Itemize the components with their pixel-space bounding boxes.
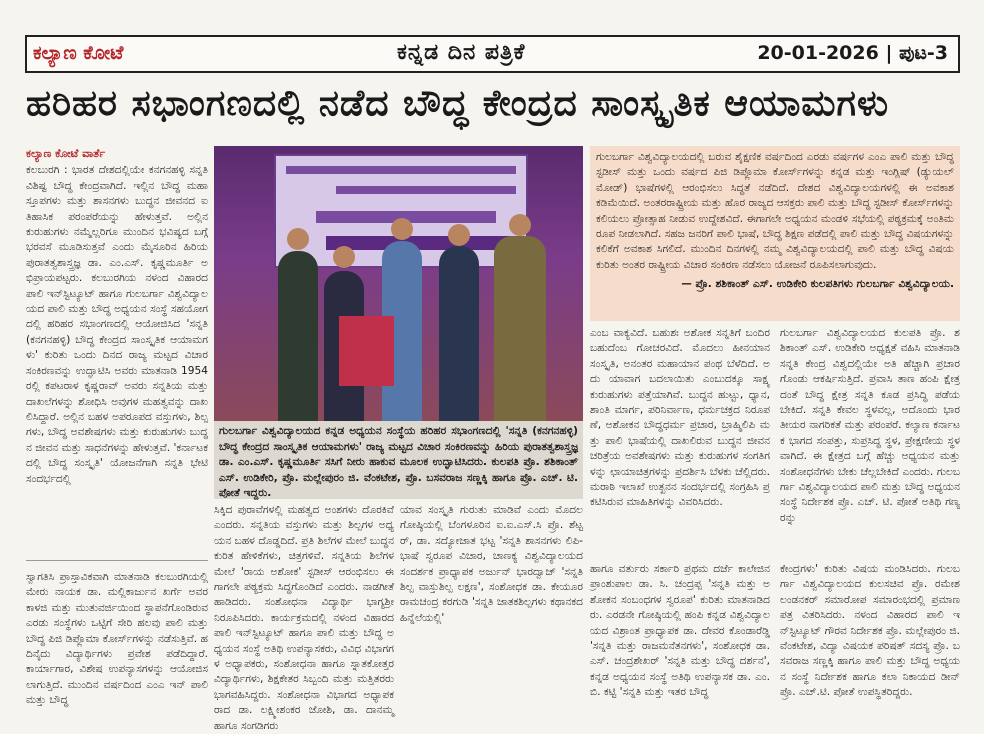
article-body-5: ಎಂಬ ವಾಕ್ಯವಿದೆ. ಬಹುಶಃ ಅಶೋಕ ಸನ್ನತಿಗೆ ಬಂದಿರಬಹುದೆಂಬ ಗೋಚರವಿದೆ. ಮೊದಲು ಹೀನಯಾನ ಸಂಸ್ಕೃತಿ, ಅನಂತರ ಮಹಾಯಾನ ಪಂಥ ಬೆಳೆದಿದೆ. ಅದು ಯಾವಾಗ ಬದಲಾಯಿತು ಎಂಬುದಕ್ಕೂ ಸಾಕ್ಷ್ಯ ಕುರುಹುಗಳು ಪತ್ತೆಯಾಗಿವೆ. ಬುದ್ಧನ ಹುಟ್ಟು, ಧ್ಯಾನ, ಶಾಂತಿ ಮಾರ್ಗ, ಪರಿನಿರ್ವಾಣ, ಧರ್ಮಚಕ್ರದ ನಿರೂಪಣೆ, ಅಶೋಕನ ಬೌದ್ಧಧರ್ಮ ಪ್ರಚಾರ, ಬ್ರಾಹ್ಮಿಲಿಪಿ ಮತ್ತು ಪಾಲಿ ಭಾಷೆಯಲ್ಲಿ ದಾಖಲಿರುವ ಬುದ್ಧನ ಜೀವನ ಚರಿತ್ರೆಯ ಅವಶೇಷಗಳು ಮತ್ತು ಕುರುಹುಗಳ ಸಂಗತಿಗಳನ್ನು ಛಾಯಾಚಿತ್ರಗಳನ್ನು ಪ್ರದರ್ಶಿಸಿ ಬೆಳಕು ಚೆಲ್ಲಿದರು. ಮರಾಠಿ ಇಲಾಖೆ ಉತ್ಖನನ ಸಂದರ್ಭದಲ್ಲಿ ಸಂಗ್ರಹಿಸಿ ಪ್ರಕಟಿಸಿರುವ ಮಾಹಿತಿಗಳನ್ನು ವಿವರಿಸಿದರು. [590,327,770,509]
quote-attribution: — ಪ್ರೊ. ಶಶಿಕಾಂತ್ ಎಸ್. ಉಡಿಕೇರಿ ಕುಲಪತಿಗಳು ಗುಲಬರ್ಗಾ ವಿಶ್ವವಿದ್ಯಾಲಯ. [681,278,954,291]
article-body-1: ಕಲಬುರಗಿ : ಭಾರತ ದೇಶದಲ್ಲಿಯೇ ಕನಗನಹಳ್ಳಿ ಸನ್ನತಿ ವಿಶಿಷ್ಟ ಬೌದ್ಧ ಕೇಂದ್ರವಾಗಿದೆ. ಇಲ್ಲಿನ ಬೌದ್ಧ ಮಹಾ ಸ್ತೂಪಗಳು ಮತ್ತು ಶಾಸನಗಳು ಬುದ್ಧನ ಜೀವನದ ಐತಿಹಾಸಿಕ ಪರಂಪರೆಯನ್ನು ಹೇಳುತ್ತವೆ. ಅಲ್ಲಿನ ಕುರುಹುಗಳು ನಮ್ಮೆಲ್ಲರಿಗೂ ಮುಂದಿನ ಭವಿಷ್ಯದ ಬಗ್ಗೆ ಭರವಸೆ ಮೂಡಿಸುತ್ತವೆ ಎಂದು ಮೈಸೂರಿನ ಹಿರಿಯ ಪುರಾತತ್ವಶಾಸ್ತ್ರಜ್ಞ ಡಾ. ಎಂ.ಎಸ್. ಕೃಷ್ಣಮೂರ್ತಿ ಅಭಿಪ್ರಾಯಪಟ್ಟರು. ಕಲಬುರಗಿಯ ನಳಂದ ವಿಹಾರದ ಪಾಲಿ ಇನ್‌ಸ್ಟಿಟ್ಯೂಟ್ ಹಾಗೂ ಗುಲಬರ್ಗಾ ವಿಶ್ವವಿದ್ಯಾಲಯದ ಪಾಲಿ ಮತ್ತು ಬೌದ್ಧ ಅಧ್ಯಯನ ಸಂಸ್ಥೆ ಸಹಯೋಗದಲ್ಲಿ ಹರಿಹರ ಸಭಾಂಗಣದಲ್ಲಿ ಆಯೋಜಿಸಿದ 'ಸನ್ನತಿ (ಕನಗನಹಳ್ಳಿ) ಬೌದ್ಧ ಕೇಂದ್ರದ ಸಾಂಸ್ಕೃತಿಕ ಆಯಾಮಗಳು' ಕುರಿತು ಒಂದು ದಿನದ ರಾಜ್ಯ ಮಟ್ಟದ ವಿಚಾರ ಸಂಕಿರಣವನ್ನು ಉದ್ಘಾಟಿಸಿ ಅವರು ಮಾತನಾಡಿ 1954 ರಲ್ಲಿ ಕಪಟರಾಳ ಕೃಷ್ಣರಾವ್ ಅವರು ಸನ್ನತಿಯ ಮತ್ತು ದಾಖಲೆಗಳನ್ನು ಶೋಧಿಸಿ ಅವುಗಳ ಮಹತ್ವವನ್ನು ದಾಖಲಿಸಿದ್ದಾರೆ. ಅಲ್ಲಿನ ಬಹಳ ಅಪರೂಪದ ವಸ್ತುಗಳು, ಶಿಲ್ಪಗಳು, ಬೌದ್ಧ ಅವಶೇಷಗಳು ಮತ್ತು ಕುರುಹುಗಳು ಬುದ್ಧನ ಜೀವನ ಮತ್ತು ಸಾಧನೆಗಳನ್ನು ಹೇಳುತ್ತವೆ. 'ಕರ್ನಾಟಕದಲ್ಲಿ ಬೌದ್ಧ ಸಂಸ್ಕೃತಿ' ಯೋಜನೆಗಾಗಿ ಸನ್ನತಿ ಭೇಟಿ ಸಂದರ್ಭದಲ್ಲಿ [26,164,208,485]
column-4-bottom [780,562,960,701]
newspaper-tagline: ಕನ್ನಡ ದಿನ ಪತ್ರಿಕೆ [397,40,526,65]
quote-box [590,146,960,321]
person-4 [439,246,479,421]
event-photo [214,146,583,421]
column-1-top [26,146,208,487]
newspaper-name: ಕಲ್ಯಾಣ ಕೋಟೆ [33,42,124,64]
decorated-pot [339,316,394,386]
column-2b-bottom [400,503,583,626]
column-1-bottom [26,570,208,709]
column-3-bottom [590,562,770,701]
person-5 [494,236,546,421]
column-3-top [590,326,770,511]
quote-text: ಗುಲಬರ್ಗಾ ವಿಶ್ವವಿದ್ಯಾಲಯದಲ್ಲಿ ಬರುವ ಶೈಕ್ಷಣಿಕ ವರ್ಷದಿಂದ ಎರಡು ವರ್ಷಗಳ ಎಂಎ ಪಾಲಿ ಮತ್ತು ಬೌದ್ಧ ಸ್ಟಡೀಸ್ ಮತ್ತು ಒಂದು ವರ್ಷದ ಪಿಜಿ ಡಿಪ್ಲೊಮಾ ಕೋರ್ಸ್‌ಗಳನ್ನು ಕನ್ನಡ ಮತ್ತು ಇಂಗ್ಲಿಷ್ (ಡ್ಯುಯಲ್ ಮೋಡ್) ಭಾಷೆಗಳಲ್ಲಿ ಆರಂಭಿಸಲು ಸಿದ್ಧತೆ ನಡೆದಿದೆ. ದೇಶದ ವಿಶ್ವವಿದ್ಯಾಲಯಗಳಲ್ಲಿ ಈ ಅವಕಾಶ ಕಡಿಮೆಯಿದೆ. ಅಂತರರಾಷ್ಟ್ರೀಯ ಮತ್ತು ಹೊರ ರಾಜ್ಯದ ಆಸಕ್ತರು ಪಾಲಿ ಮತ್ತು ಬೌದ್ಧ ಸ್ಟಡೀಸ್ ಕೋರ್ಸ್‌ಗಳನ್ನು ಕಲಿಯಲು ಪ್ರೋತ್ಸಾಹ ನೀಡುವ ಉದ್ದೇಶವಿದೆ. ಈಗಾಗಲೇ ಅಧ್ಯಯನ ಮಂಡಳಿ ಸಭೆಯಲ್ಲಿ ಪಠ್ಯಕ್ರಮಕ್ಕೆ ಅಂತಿಮ ರೂಪ ನೀಡಲಾಗಿದೆ. ಸಹಜ ಜನರಿಗೆ ಪಾಲಿ ಭಾಷೆ, ಬೌದ್ಧ ಶಿಕ್ಷಣ ಪಡೆದಲ್ಲಿ ಪಾಲಿ ಮತ್ತು ಬೌದ್ಧ ವಿಷಯಗಳನ್ನು ಕಲಿಕೆಗೆ ಅವಕಾಶ ಸಿಗಲಿದೆ. ಮುಂದಿನ ದಿನಗಳಲ್ಲಿ ನಮ್ಮ ವಿಶ್ವವಿದ್ಯಾಲಯದಲ್ಲಿ ಪಾಲಿ ಮತ್ತು ಬೌದ್ಧ ವಿಷಯ ಕುರಿತು ಅಂತರ ರಾಷ್ಟ್ರೀಯ ವಿಚಾರ ಸಂಕಿರಣ ನಡೆಸಲು ಯೋಜನೆ ರೂಪಿಸಲಾಗುವುದು. [596,151,954,271]
masthead [25,35,960,73]
byline: ಕಲ್ಯಾಣ ಕೋಟೆ ವಾರ್ತೆ [26,147,106,160]
article-body-4: ಯಾವ ಸಂಸ್ಕೃತಿ ಗುರುತು ಮಾಡಿವೆ ಎಂದು ಮೊದಲ ಗೋಷ್ಠಿಯಲ್ಲಿ ಬೆಂಗಳೂರಿನ ಐ.ಐ.ಎಸ್.ಸಿ ಪ್ರೊ. ಶೆಟ್ಟರ್, ಡಾ. ಸದ್ಯೋಜಾತ ಭಟ್ಟ 'ಸನ್ನತಿ ಶಾಸನಗಳು ಲಿಪಿ-ಭಾಷೆ ಸ್ವರೂಪ ವಿಚಾರ, ಚಾಣಕ್ಯ ವಿಶ್ವವಿದ್ಯಾಲಯದ ಸಂದರ್ಶಕ ಪ್ರಾಧ್ಯಾಪಕ ಅರ್ಜುನ್ ಭಾರದ್ವಾಜ್ 'ಸನ್ನತಿ ಶಿಲ್ಪ ವಾಸ್ತುಶಿಲ್ಪ ಲಕ್ಷಣ', ಸಂಶೋಧಕ ಡಾ. ಕೇಯೂರ ರಾಮಚಂದ್ರ ಕರಗುಡಿ 'ಸನ್ನತಿ ಜಾತಕಶಿಲ್ಪಗಳು ಕಥಾನಕದ ಹಿನ್ನೆಲೆಯಲ್ಲಿ' [400,504,583,624]
divider [26,560,208,561]
headline: ಹರಿಹರ ಸಭಾಂಗಣದಲ್ಲಿ ನಡೆದ ಬೌದ್ಧ ಕೇಂದ್ರದ ಸಾಂಸ್ಕೃತಿಕ ಆಯಾಮಗಳು [26,83,890,124]
column-2-bottom [214,503,394,734]
date-page: 20-01-2026 | ಪುಟ-3 [757,42,948,64]
column-4-top [780,326,960,526]
photo-caption: ಗುಲಬರ್ಗಾ ವಿಶ್ವವಿದ್ಯಾಲಯದ ಕನ್ನಡ ಅಧ್ಯಯನ ಸಂಸ್ಥೆಯ ಹರಿಹರ ಸಭಾಂಗಣದಲ್ಲಿ 'ಸನ್ನತಿ (ಕನಗನಹಳ್ಳಿ) ಬೌದ್ಧ ಕೇಂದ್ರದ ಸಾಂಸ್ಕೃತಿಕ ಆಯಾಮಗಳು' ರಾಜ್ಯ ಮಟ್ಟದ ವಿಚಾರ ಸಂಕಿರಣವನ್ನು ಹಿರಿಯ ಪುರಾತತ್ವಶಾಸ್ತ್ರಜ್ಞ ಡಾ. ಎಂ.ಎಸ್. ಕೃಷ್ಣಮೂರ್ತಿ ಸಸಿಗೆ ನೀರು ಹಾಕುವ ಮೂಲಕ ಉದ್ಘಾಟಿಸಿದರು. ಕುಲಪತಿ ಪ್ರೊ. ಶಶಿಕಾಂತ್ ಎಸ್. ಉಡಿಕೇರಿ, ಪ್ರೊ. ಮಲ್ಲೇಪುರಂ ಜಿ. ವೆಂಕಟೇಶ, ಪ್ರೊ. ಬಸವರಾಜ ಸಣ್ಣಕ್ಕಿ ಹಾಗೂ ಪ್ರೊ. ಎಚ್. ಟಿ. ಪೋತೆ ಇದ್ದರು. [214,421,583,499]
article-body-2: ಸ್ವಾಗತಿಸಿ ಪ್ರಾಸ್ತಾವಿಕವಾಗಿ ಮಾತನಾಡಿ ಕಲಬುರಗಿಯಲ್ಲಿ ಮೇರು ನಾಯಕ ಡಾ. ಮಲ್ಲಿಕಾರ್ಜುನ ಖರ್ಗೆ ಅವರ ಕಾಳಜಿ ಮತ್ತು ಮುತುವರ್ಜಿಯಿಂದ ಸ್ಥಾಪನೆಗೊಂಡಿರುವ ಎರಡು ಸಂಸ್ಥೆಗಳು ಒಟ್ಟಿಗೆ ಸೇರಿ ಹಲವು ಪಾಲಿ ಮತ್ತು ಬೌದ್ಧ ಪಿಜಿ ಡಿಪ್ಲೊಮಾ ಕೋರ್ಸ್‌ಗಳನ್ನು ನಡೆಸುತ್ತಿವೆ. ಹದಿನೈದು ವಿದ್ಯಾರ್ಥಿಗಳು ಪ್ರವೇಶ ಪಡೆದಿದ್ದಾರೆ. ಕಾರ್ಯಾಗಾರ, ವಿಶೇಷ ಉಪನ್ಯಾಸಗಳನ್ನು ಆಯೋಜಿಸಲಾಗುತ್ತಿದೆ. ಮುಂದಿನ ವರ್ಷದಿಂದ ಎಂಎ ಇನ್ ಪಾಲಿ ಮತ್ತು ಬೌದ್ಧ [26,571,208,707]
article-body-8: ಕೇಂದ್ರಗಳು' ಕುರಿತು ವಿಷಯ ಮಂಡಿಸಿದರು. ಗುಲಬರ್ಗಾ ವಿಶ್ವವಿದ್ಯಾಲಯದ ಕುಲಸಚಿವ ಪ್ರೊ. ರಮೇಶ ಲಂಡನಕರ್ ಸಮಾರೋಪ ಸಮಾರಂಭದಲ್ಲಿ ಪ್ರಮಾಣ ಪತ್ರ ವಿತರಿಸಿದರು. ನಳಂದ ವಿಹಾರದ ಪಾಲಿ ಇನ್‌ಸ್ಟಿಟ್ಯೂಟ್ ಗೌರವ ನಿರ್ದೇಶಕ ಪ್ರೊ. ಮಲ್ಲೇಪುರಂ ಜಿ. ವೆಂಕಟೇಶ, ವಿದ್ಯಾ ವಿಷಯಕ ಪರಿಷತ್ ಸದಸ್ಯ ಪ್ರೊ. ಬಸವರಾಜ ಸಣ್ಣಕ್ಕಿ ಹಾಗೂ ಪಾಲಿ ಮತ್ತು ಬೌದ್ಧ ಅಧ್ಯಯನ ಸಂಸ್ಥೆ ನಿರ್ದೇಶಕ ಹಾಗೂ ಕಲಾ ನಿಕಾಯದ ಡೀನ್ ಪ್ರೊ. ಎಚ್.ಟಿ. ಪೋತೆ ಉಪಸ್ಥಿತರಿದ್ದರು. [780,563,960,699]
article-body-3: ಸಿಕ್ಕಿದ ಪುರಾವೆಗಳಲ್ಲಿ ಮಹತ್ವದ ಅಂಶಗಳು ದೊರಕಿವೆ ಎಂದರು. ಸನ್ನತಿಯ ವಸ್ತುಗಳು ಮತ್ತು ಶಿಲ್ಪಗಳ ಅಧ್ಯಯನ ಬಹಳ ದೊಡ್ಡದಿದೆ. ಪ್ರತಿ ಶಿಲೆಗಳ ಮೇಲೆ ಬುದ್ಧನ ಕುರಿತ ಹೇಳಿಕೆಗಳು, ಚಿತ್ರಗಳಿವೆ. ಸನ್ನತಿಯ ಶಿಲೆಗಳ ಮೇಲೆ 'ರಾಯ ಅಶೋಕ' ಸ್ಟಡೀಸ್ ಆರಂಭಿಸಲು ಈಗಾಗಲೇ ಪಠ್ಯಕ್ರಮ ಸಿದ್ಧಗೊಂಡಿದೆ ಎಂದರು. ನಾಡಗೀತೆ ಹಾಡಿದರು. ಸಂಶೋಧನಾ ವಿದ್ಯಾರ್ಥಿ ಭಾಗ್ಯಶ್ರೀ ನಿರೂಪಿಸಿದರು. ಕಾರ್ಯಕ್ರಮದಲ್ಲಿ ನಳಂದ ವಿಹಾರದ ಪಾಲಿ ಇನ್‌ಸ್ಟಿಟ್ಯೂಟ್ ಹಾಗೂ ಪಾಲಿ ಮತ್ತು ಬೌದ್ಧ ಅಧ್ಯಯನ ಸಂಸ್ಥೆ ಅತಿಥಿ ಉಪನ್ಯಾಸಕರು, ವಿವಿಧ ವಿಭಾಗಗಳ ಅಧ್ಯಾಪಕರು, ಸಂಶೋಧನಾ ಹಾಗೂ ಸ್ನಾತಕೋತ್ತರ ವಿದ್ಯಾರ್ಥಿಗಳು, ಶಿಕ್ಷಕೇತರ ಸಿಬ್ಬಂದಿ ಮತ್ತು ಮತ್ತಿತರರು ಭಾಗವಹಿಸಿದ್ದರು. ಸಂಶೋಧನಾ ವಿಭಾಗದ ಅಧ್ಯಾಪಕರಾದ ಡಾ. ಲಕ್ಷ್ಮೀಶಂಕರ ಜೋಶಿ, ಡಾ. ದಾನಮ್ಮ ಹಾಗೂ ಸಂಗಡಿಗರು [214,504,394,732]
person-1 [278,251,318,421]
article-body-7: ಗುಲಬರ್ಗಾ ವಿಶ್ವವಿದ್ಯಾಲಯದ ಕುಲಪತಿ ಪ್ರೊ. ಶಶಿಕಾಂತ್ ಎಸ್. ಉಡಿಕೇರಿ ಅಧ್ಯಕ್ಷತೆ ವಹಿಸಿ ಮಾತನಾಡಿ ಸನ್ನತಿ ಕೇಂದ್ರ ವಿಶ್ವದಲ್ಲಿಯೇ ಅತಿ ಹೆಚ್ಚಾಗಿ ಪ್ರಚಾರಗೊಂಡು ಆಕರ್ಷಿಸುತ್ತಿದೆ. ಪ್ರವಾಸಿ ತಾಣ ಹಂಪಿ ಕ್ಷೇತ್ರದಂತೆ ಬೌದ್ಧ ಕ್ಷೇತ್ರ ಸನ್ನತಿ ಕೂಡ ಪ್ರಸಿದ್ಧಿ ಪಡೆಯಬೇಕಿದೆ. ಸನ್ನತಿ ಕೇವಲ ಸ್ಥಳವಲ್ಲ, ಅದೊಂದು ಭಾರತೀಯರ ನಾಗರಿಕತೆ ಮತ್ತು ಪರಂಪರೆ. ಕಲ್ಯಾಣ ಕರ್ನಾಟಕ ಭಾಗದ ಸಂಪತ್ತು, ಸುಪ್ರಸಿದ್ಧ ಸ್ಥಳ, ಪ್ರೇಕ್ಷಣೀಯ ಸ್ಥಳವಾಗಿದೆ. ಈ ಕ್ಷೇತ್ರದ ಬಗ್ಗೆ ಹೆಚ್ಚು ಅಧ್ಯಯನ ಮತ್ತು ಸಂಶೋಧನೆಗಳು ಬೇಕು ಚೆಲ್ಲಬೇಕಿದೆ ಎಂದರು. ಗುಲಬರ್ಗಾ ವಿಶ್ವವಿದ್ಯಾಲಯದ ಪಾಲಿ ಮತ್ತು ಬೌದ್ಧ ಅಧ್ಯಯನ ಸಂಸ್ಥೆ ನಿರ್ದೇಶಕ ಪ್ರೊ. ಎಚ್. ಟಿ. ಪೋತೆ ಅತಿಥಿ ಗಣ್ಯರನ್ನು [780,327,960,524]
article-body-6: ಹಾಗೂ ವರ್ತುರು ಸರ್ಕಾರಿ ಪ್ರಥಮ ದರ್ಜೆ ಕಾಲೇಜಿನ ಪ್ರಾಂಶುಪಾಲ ಡಾ. ಸಿ. ಚಂದ್ರಪ್ಪ 'ಸನ್ನತಿ ಮತ್ತು ಅಶೋಕನ ಸಂಬಂಧಗಳ ಸ್ವರೂಪ' ಕುರಿತು ಮಾತನಾಡಿದರು. ಎರಡನೇ ಗೋಷ್ಠಿಯಲ್ಲಿ ಹಂಪಿ ಕನ್ನಡ ವಿಶ್ವವಿದ್ಯಾಲಯದ ವಿಶ್ರಾಂತ ಪ್ರಾಧ್ಯಾಪಕ ಡಾ. ದೇವರ ಕೊಂಡಾರೆಡ್ಡಿ 'ಸನ್ನತಿ ಮತ್ತು ರಾಜಮನೆತನಗಳು', ಸಂಶೋಧಕ ಡಾ. ಎಸ್. ಚಂದ್ರಶೇಖರ್ 'ಸನ್ನತಿ ಮತ್ತು ಬೌದ್ಧ ದರ್ಶನ', ಕನ್ನಡ ಅಧ್ಯಯನ ಸಂಸ್ಥೆ ಅತಿಥಿ ಉಪನ್ಯಾಸಕ ಡಾ. ಎಂ.ಬಿ. ಕಟ್ಟಿ 'ಸನ್ನತಿ ಮತ್ತು ಇತರ ಬೌದ್ಧ [590,563,770,699]
